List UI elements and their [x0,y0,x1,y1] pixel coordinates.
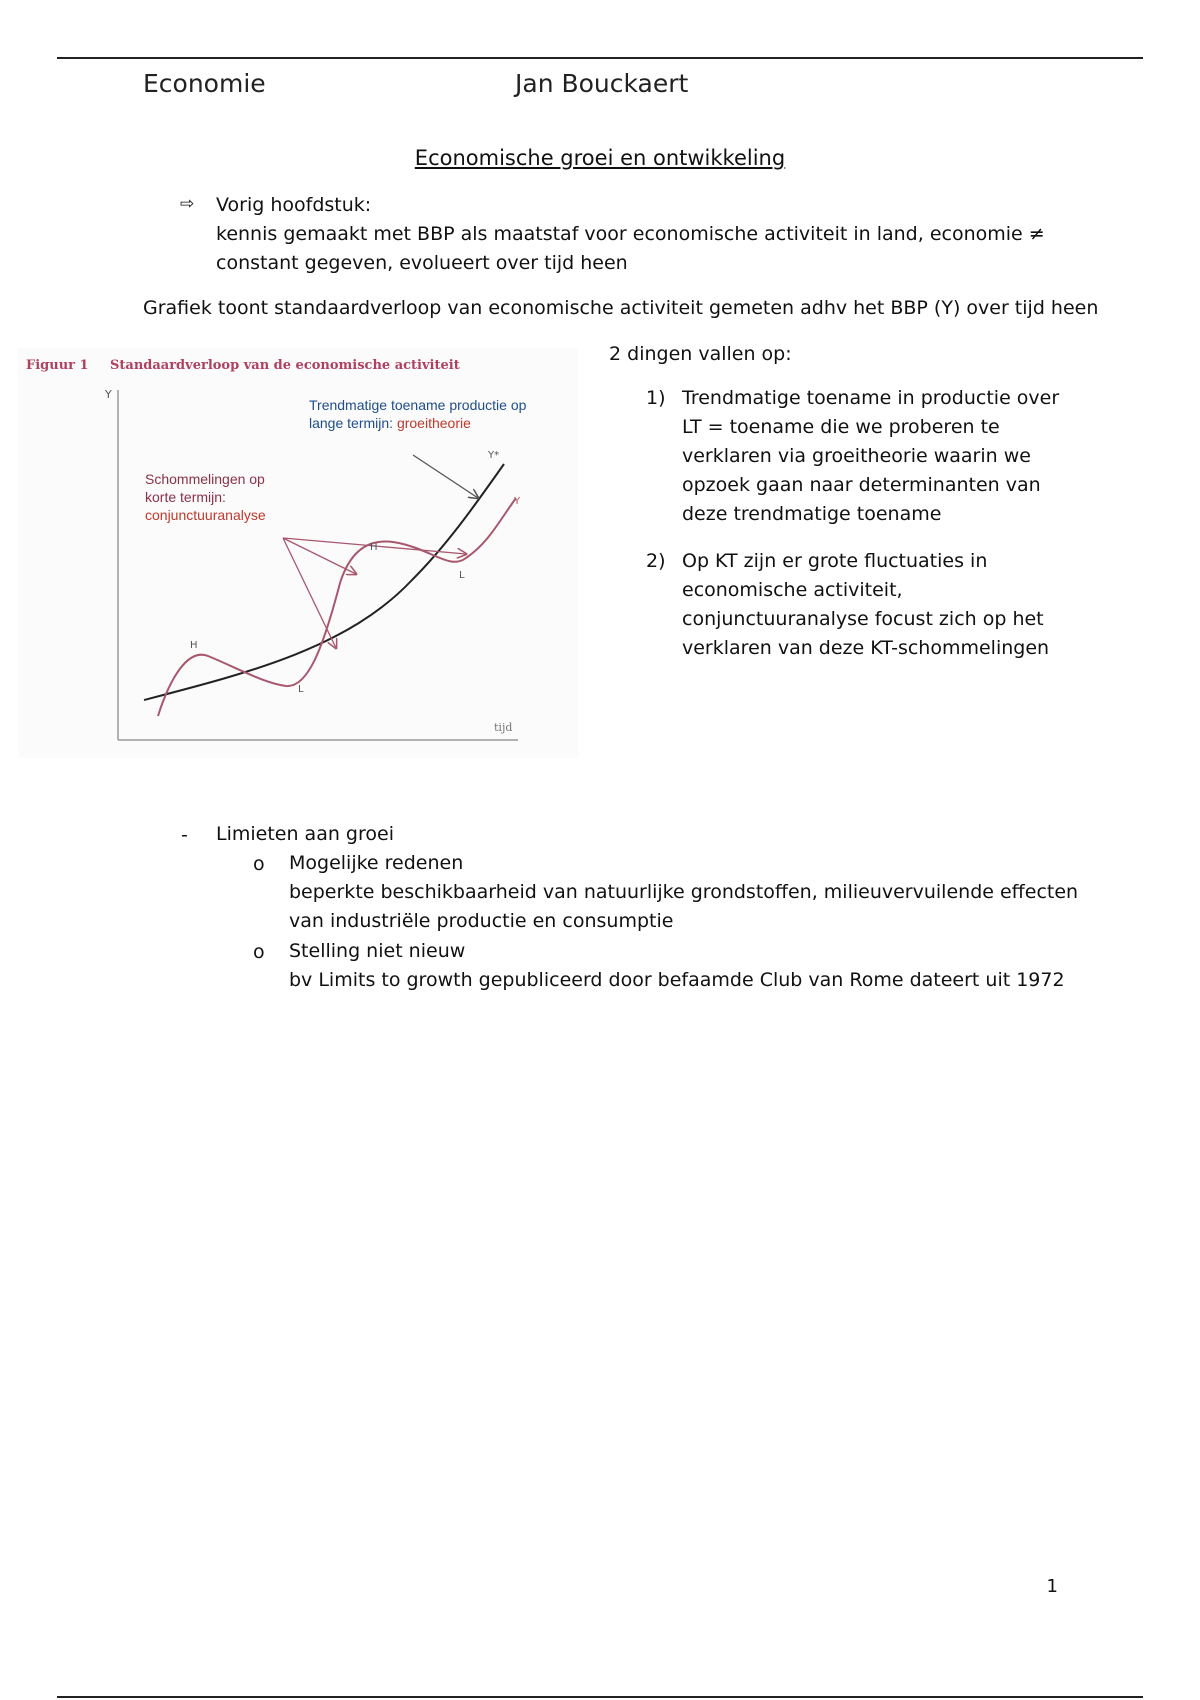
cycle-label [145,470,266,524]
observation-2 [646,547,1049,663]
limits-sub-1-title: Mogelijke redenen [289,852,464,874]
limits-sub-1 [289,849,1078,936]
observation-2-text [682,547,1049,663]
intro-bullet: ⇨ [180,194,195,214]
limits-sub-2-title: Stelling niet nieuw [289,940,466,962]
limits-sub-1-marker: o [253,853,265,875]
x-axis-label: tijd [494,721,513,734]
peak-1-label: H [190,640,198,651]
observation-2-line: economische activiteit, [682,579,903,601]
trend-label-line-1: Trendmatige toename productie op [309,397,527,413]
peak-2-label: H [370,542,378,553]
figure-block [18,348,578,758]
trend-label-accent: groeitheorie [396,415,471,431]
observation-1-text [682,384,1059,529]
cycle-label-line-2: korte termijn: [145,489,226,505]
y-axis-label: Y [105,388,112,401]
page-title: Economische groei en ontwikkeling [414,146,786,170]
cycle-arrow-1 [283,538,336,648]
trend-arrow [413,455,478,498]
observation-2-line: verklaren van deze KT-schommelingen [682,637,1050,659]
limits-sub-2-line: bv Limits to growth gepubliceerd door befaamde Club van Rome dateert uit 1972 [289,969,1065,991]
observation-1-line: verklaren via groeitheorie waarin we [682,445,1031,467]
observation-2-line: conjunctuuranalyse focust zich op het [682,608,1044,630]
figure-label: Figuur 1 [26,358,89,373]
observation-1 [646,384,1059,529]
observations-intro: 2 dingen vallen op: [609,343,792,365]
cycle-curve [158,498,516,716]
observation-1-line: LT = toename die we proberen te [682,416,1000,438]
limits-sub-2-marker: o [253,941,265,963]
observation-1-line: Trendmatige toename in productie over [682,387,1060,409]
limits-sub-1-line: beperkte beschikbaarheid van natuurlijke grondstoffen, milieuvervuilende effecten [289,881,1079,903]
observation-1-line: deze trendmatige toename [682,503,942,525]
observation-1-num: 1) [646,387,666,409]
graph-intro: Grafiek toont standaardverloop van economische activiteit gemeten adhv het BBP (Y) over tijd heen [143,297,1099,319]
intro-line-2: constant gegeven, evolueert over tijd heen [216,252,628,274]
intro-heading: Vorig hoofdstuk: [216,194,372,216]
footer-rule [57,1696,1143,1698]
header-subject: Economie [143,69,266,98]
low-1-label: L [298,684,304,695]
header-author: Jan Bouckaert [515,69,689,98]
intro-line-1: kennis gemaakt met BBP als maatstaf voor economische activiteit in land, economie ≠ [216,223,1045,245]
figure-caption: Standaardverloop van de economische activiteit [110,358,460,373]
observation-1-line: opzoek gaan naar determinanten van [682,474,1041,496]
limits-sub-2 [289,937,1065,995]
observation-2-num: 2) [646,550,666,572]
y-curve-label: Y [514,496,521,507]
cycle-label-line-1: Schommelingen op [145,471,265,487]
limits-heading: Limieten aan groei [216,823,394,845]
limits-sub-1-line: van industriële productie en consumptie [289,910,674,932]
trend-label-line-2 [309,414,526,432]
page-number: 1 [1046,1576,1058,1597]
trend-label-prefix: lange termijn: [309,415,397,431]
limits-bullet: - [181,824,188,846]
trend-label [309,396,526,432]
ystar-label: Y* [488,450,500,461]
low-2-label: L [459,570,465,581]
header-rule [57,57,1143,59]
observation-2-line: Op KT zijn er grote fluctuaties in [682,550,988,572]
cycle-label-line-3: conjunctuuranalyse [145,507,266,523]
